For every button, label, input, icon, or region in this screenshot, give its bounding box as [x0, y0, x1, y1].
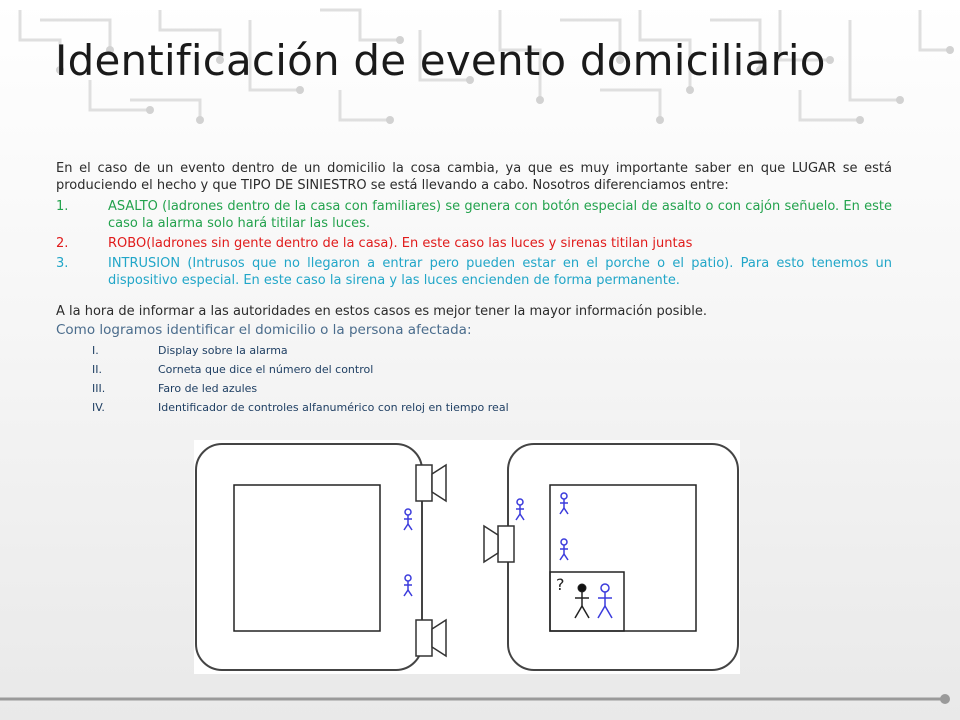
- methods-list: [56, 341, 892, 417]
- method-text: Faro de led azules: [158, 382, 258, 395]
- event-asalto: ASALTO (ladrones dentro de la casa con familiares) se genera con botón especial de asalto o con cajón señuelo. En este caso la alarma solo hará titilar las luces.: [108, 199, 892, 231]
- person-icon: [598, 584, 612, 618]
- list-item: [56, 379, 892, 398]
- method-text: Identificador de controles alfanumérico con reloj en tiempo real: [158, 401, 509, 414]
- person-icon: [560, 493, 568, 514]
- intro-paragraph: En el caso de un evento dentro de un domicilio la cosa cambia, ya que es muy importante saber en que LUGAR se está produciendo el hecho y que TIPO DE SINIESTRO se está llevando a cabo. Nosotros diferenciamos entre:: [56, 161, 892, 193]
- footer-line: [0, 693, 960, 705]
- subheading: Como logramos identificar el domicilio o la persona afectada:: [56, 322, 472, 338]
- slide-content: [56, 160, 892, 417]
- siren-top-icon: [416, 465, 446, 501]
- roman-numeral: III.: [92, 382, 106, 395]
- list-item: [56, 360, 892, 379]
- method-text: Corneta que dice el número del control: [158, 363, 374, 376]
- intruder-icon: [575, 584, 589, 618]
- unknown-mark: ?: [556, 575, 565, 594]
- list-number: 2.: [56, 236, 69, 251]
- list-number: 1.: [56, 199, 69, 214]
- person-icon: [404, 509, 412, 530]
- roman-numeral: I.: [92, 344, 99, 357]
- list-item: [56, 235, 892, 252]
- person-icon: [404, 575, 412, 596]
- house-left: [196, 444, 446, 670]
- list-item: [56, 341, 892, 360]
- event-robo: ROBO(ladrones sin gente dentro de la casa). En este caso las luces y sirenas titilan juntas: [108, 236, 693, 251]
- list-item: [56, 398, 892, 417]
- house-right: [484, 444, 738, 670]
- list-number: 3.: [56, 256, 69, 271]
- page-title: Identificación de evento domiciliario: [55, 36, 826, 85]
- person-icon: [516, 499, 524, 520]
- list-item: [56, 198, 892, 232]
- info-paragraph: A la hora de informar a las autoridades en estos casos es mejor tener la mayor información posible.: [56, 304, 708, 319]
- list-item: [56, 255, 892, 289]
- event-list: [56, 198, 892, 289]
- roman-numeral: II.: [92, 363, 102, 376]
- house-diagram: [194, 440, 740, 674]
- person-icon: [560, 539, 568, 560]
- roman-numeral: IV.: [92, 401, 105, 414]
- method-text: Display sobre la alarma: [158, 344, 288, 357]
- siren-bottom-icon: [416, 620, 446, 656]
- siren-side-icon: [484, 526, 514, 562]
- event-intrusion: INTRUSION (Intrusos que no llegaron a entrar pero pueden estar en el porche o el patio). Para esto tenemos un dispositivo especial. En este caso la sirena y las luces encienden de forma permanente.: [108, 256, 892, 288]
